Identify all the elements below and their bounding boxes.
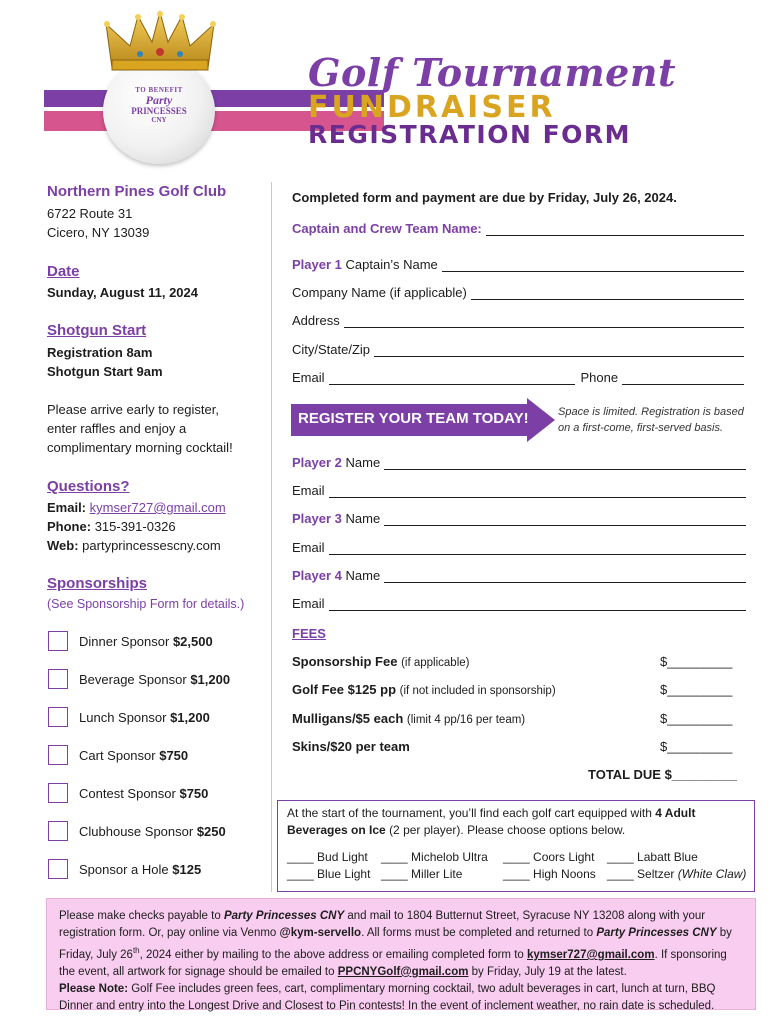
blank: ____ bbox=[381, 850, 408, 864]
dinner-sponsor-label bbox=[79, 634, 213, 649]
captain-name-field[interactable] bbox=[442, 259, 744, 272]
sponsor-price: $1,200 bbox=[190, 672, 231, 687]
shotgun-heading: Shotgun Start bbox=[47, 322, 147, 339]
player3-name-row bbox=[292, 511, 746, 526]
email-label: Email: bbox=[47, 500, 87, 515]
fee-label: Golf Fee $125 pp bbox=[292, 682, 397, 697]
bev-label: Michelob Ultra bbox=[411, 850, 488, 864]
player2-email-field[interactable] bbox=[329, 485, 746, 498]
bev-label: Labatt Blue bbox=[637, 850, 698, 864]
payment-text: , 2024 either by mailing to the above address or emailing completed form to bbox=[139, 948, 524, 961]
blank: ____ bbox=[287, 867, 314, 881]
beverage-sponsor-checkbox[interactable] bbox=[48, 669, 68, 689]
fee-row-sponsorship bbox=[292, 654, 470, 669]
player4-label: Player 4 bbox=[292, 568, 342, 583]
player3-email-field[interactable] bbox=[329, 542, 746, 555]
company-row bbox=[292, 285, 744, 300]
contact-phone: 315-391-0326 bbox=[94, 519, 176, 534]
contest-sponsor-checkbox[interactable] bbox=[48, 783, 68, 803]
venmo-handle: @kym-servello bbox=[279, 927, 362, 939]
dinner-sponsor-checkbox[interactable] bbox=[48, 631, 68, 651]
sponsorship-form-note: (See Sponsorship Form for details.) bbox=[47, 597, 245, 611]
player2-name-row bbox=[292, 455, 746, 470]
space-limited-note: Space is limited. Registration is based on a first-come, first-served basis. bbox=[558, 406, 744, 434]
artwork-email-link[interactable]: PPCNYGolf@gmail.com bbox=[337, 965, 469, 978]
arrival-note-line3: complimentary morning cocktail! bbox=[47, 440, 233, 455]
player4-name-row bbox=[292, 568, 746, 583]
payment-text: Please make checks payable to bbox=[59, 910, 221, 922]
player2-name-label: Name bbox=[345, 455, 381, 470]
arrival-note-line2: enter raffles and enjoy a bbox=[47, 421, 187, 436]
cart-sponsor-checkbox[interactable] bbox=[48, 745, 68, 765]
contact-website[interactable]: partyprincessescny.com bbox=[82, 538, 221, 553]
venue-address1: 6722 Route 31 bbox=[47, 206, 133, 221]
beverage-intro bbox=[287, 805, 747, 839]
bev-blue-light[interactable] bbox=[287, 867, 370, 881]
to-benefit-text: TO BENEFIT bbox=[135, 86, 183, 94]
fee-label: Mulligans/$5 each bbox=[292, 711, 404, 726]
title-golf-tournament: Golf Tournament bbox=[308, 50, 677, 95]
player4-email-field[interactable] bbox=[329, 598, 746, 611]
city-label: City/State/Zip bbox=[292, 342, 371, 357]
mulligans-amount[interactable]: $_________ bbox=[660, 711, 733, 726]
player4-name-label: Name bbox=[345, 568, 381, 583]
team-name-field[interactable] bbox=[486, 223, 744, 236]
payment-text: and mail to 1804 Butternut Street, Syracuse NY 13208 along with your registration form. Or, pay online via Venmo bbox=[59, 910, 706, 939]
sponsor-name: Clubhouse Sponsor bbox=[79, 824, 194, 839]
player2-label: Player 2 bbox=[292, 455, 342, 470]
sponsor-price: $125 bbox=[172, 862, 202, 877]
player1-label: Player 1 bbox=[292, 257, 342, 272]
web-label: Web: bbox=[47, 538, 79, 553]
company-label: Company Name (if applicable) bbox=[292, 285, 467, 300]
address-row bbox=[292, 313, 744, 328]
sponsor-price: $750 bbox=[159, 748, 189, 763]
sponsor-name: Beverage Sponsor bbox=[79, 672, 187, 687]
email-phone-row bbox=[292, 370, 744, 385]
beverage-intro-text2: (2 per player). Please choose options below. bbox=[389, 823, 626, 837]
fees-heading: FEES bbox=[292, 626, 326, 641]
player2-name-field[interactable] bbox=[384, 457, 746, 470]
address-label: Address bbox=[292, 313, 340, 328]
company-field[interactable] bbox=[471, 287, 744, 300]
sponsor-name: Lunch Sponsor bbox=[79, 710, 167, 725]
fee-label: Sponsorship Fee bbox=[292, 654, 398, 669]
player2-email-label: Email bbox=[292, 483, 325, 498]
sponsor-name: Cart Sponsor bbox=[79, 748, 156, 763]
registration-time: Registration 8am bbox=[47, 345, 153, 360]
blank: ____ bbox=[607, 850, 634, 864]
skins-amount[interactable]: $_________ bbox=[660, 739, 733, 754]
payee-name: Party Princesses CNY bbox=[596, 927, 717, 939]
player1-phone-field[interactable] bbox=[622, 372, 744, 385]
bev-michelob-ultra[interactable] bbox=[381, 850, 488, 864]
sponsor-name: Dinner Sponsor bbox=[79, 634, 170, 649]
player3-name-label: Name bbox=[345, 511, 381, 526]
blank: ____ bbox=[503, 850, 530, 864]
sponsor-price: $1,200 bbox=[170, 710, 210, 725]
bev-coors-light[interactable] bbox=[503, 850, 594, 864]
team-name-row bbox=[292, 221, 744, 236]
player4-email-row bbox=[292, 596, 746, 611]
bev-label: Miller Lite bbox=[411, 867, 463, 881]
party-text: Party bbox=[145, 93, 173, 107]
venue-name: Northern Pines Golf Club bbox=[47, 183, 227, 200]
payment-text: by Friday, July 26 bbox=[59, 927, 732, 961]
hole-sponsor-label bbox=[79, 862, 201, 877]
questions-web-row bbox=[47, 536, 221, 555]
player1-email-field[interactable] bbox=[329, 372, 575, 385]
date-heading: Date bbox=[47, 263, 80, 280]
sponsor-price: $250 bbox=[196, 824, 226, 839]
lunch-sponsor-label bbox=[79, 710, 210, 725]
address-field[interactable] bbox=[344, 315, 744, 328]
blank: ____ bbox=[287, 850, 314, 864]
fee-note: (if applicable) bbox=[401, 657, 470, 669]
questions-email-row bbox=[47, 498, 226, 517]
note-text: Golf Fee includes green fees, cart, complimentary morning cocktail, two adult beverages in cart, lunch at turn, BBQ Dinner and entry into the Longest Drive and Closest to Pin contests! In the event of inclement weather, no rain date is scheduled. bbox=[59, 982, 716, 1012]
bev-label: Seltzer bbox=[637, 867, 675, 881]
blank: ____ bbox=[381, 867, 408, 881]
bev-label: Blue Light bbox=[317, 867, 371, 881]
payment-text: by Friday, July 19 at the latest. bbox=[471, 965, 627, 978]
cny-text: CNY bbox=[151, 116, 167, 124]
bev-labatt-blue[interactable] bbox=[607, 850, 698, 864]
player1-phone-label: Phone bbox=[580, 370, 619, 385]
player2-email-row bbox=[292, 483, 746, 498]
shotgun-time: Shotgun Start 9am bbox=[47, 364, 163, 379]
player3-name-field[interactable] bbox=[384, 513, 746, 526]
payment-instructions-box bbox=[46, 898, 756, 1010]
city-row bbox=[292, 342, 744, 357]
sponsor-price: $2,500 bbox=[172, 634, 213, 649]
venue-address2: Cicero, NY 13039 bbox=[47, 225, 150, 240]
princesses-text: PRINCESSES bbox=[131, 106, 187, 116]
player4-email-label: Email bbox=[292, 596, 325, 611]
bev-bud-light[interactable] bbox=[287, 850, 368, 864]
beverage-intro-text: At the start of the tournament, you’ll find each golf cart equipped with bbox=[287, 806, 652, 820]
captain-name-row bbox=[292, 257, 744, 272]
total-label: TOTAL DUE bbox=[588, 767, 661, 782]
fee-row-mulligans bbox=[292, 711, 525, 726]
fee-row-skins bbox=[292, 739, 410, 754]
beverage-sponsor-label bbox=[79, 672, 230, 687]
player4-name-field[interactable] bbox=[384, 570, 746, 583]
clubhouse-sponsor-label bbox=[79, 824, 226, 839]
bev-miller-lite[interactable] bbox=[381, 867, 462, 881]
questions-phone-row bbox=[47, 517, 176, 536]
sponsorships-heading: Sponsorships bbox=[47, 575, 148, 592]
phone-label: Phone: bbox=[47, 519, 92, 534]
bev-seltzer[interactable] bbox=[607, 867, 746, 881]
player1-email-label: Email bbox=[292, 370, 325, 385]
sponsor-name: Sponsor a Hole bbox=[79, 862, 169, 877]
captain-name-label: Captain’s Name bbox=[345, 257, 438, 272]
questions-heading: Questions? bbox=[47, 478, 130, 495]
cart-sponsor-label bbox=[79, 748, 188, 763]
bev-label: Coors Light bbox=[533, 850, 595, 864]
beverage-intro-bold: 4 Adult Beverages on Ice bbox=[287, 806, 696, 837]
fee-note: (if not included in sponsorship) bbox=[399, 685, 556, 697]
blank: ____ bbox=[607, 867, 634, 881]
team-name-label: Captain and Crew Team Name: bbox=[292, 221, 482, 236]
player3-label: Player 3 bbox=[292, 511, 342, 526]
due-note: Completed form and payment are due by Friday, July 26, 2024. bbox=[292, 190, 677, 205]
crown-icon bbox=[104, 10, 216, 74]
total-amount[interactable]: $_________ bbox=[664, 767, 737, 782]
seltzer-note: (White Claw) bbox=[677, 867, 747, 881]
payee-name: Party Princesses CNY bbox=[223, 910, 345, 922]
column-divider bbox=[271, 182, 272, 892]
total-due-row bbox=[588, 767, 737, 782]
bev-label: Bud Light bbox=[317, 850, 368, 864]
sponsor-price: $750 bbox=[179, 786, 209, 801]
sponsor-name: Contest Sponsor bbox=[79, 786, 176, 801]
fee-label: Skins/$20 per team bbox=[292, 739, 410, 754]
note-label: Please Note: bbox=[59, 982, 129, 995]
hole-sponsor-checkbox[interactable] bbox=[48, 859, 68, 879]
sponsorship-fee-amount[interactable]: $_________ bbox=[660, 654, 733, 669]
city-field[interactable] bbox=[374, 344, 744, 357]
fee-row-golf bbox=[292, 682, 556, 697]
player3-email-label: Email bbox=[292, 540, 325, 555]
clubhouse-sponsor-checkbox[interactable] bbox=[48, 821, 68, 841]
payment-text: . If sponsoring the event, all artwork for signage should be emailed to bbox=[59, 948, 727, 978]
payment-text: . All forms must be completed and returned to bbox=[361, 927, 594, 939]
title-registration-form: REGISTRATION FORM bbox=[308, 120, 632, 149]
player3-email-row bbox=[292, 540, 746, 555]
superscript: th bbox=[132, 946, 140, 955]
register-banner-text: REGISTER YOUR TEAM TODAY! bbox=[298, 410, 529, 427]
title-fundraiser: FUNDRAISER bbox=[308, 90, 556, 125]
contest-sponsor-label bbox=[79, 786, 208, 801]
payment-email-link[interactable]: kymser727@gmail.com bbox=[527, 948, 655, 961]
arrival-note-line1: Please arrive early to register, bbox=[47, 402, 219, 417]
bev-high-noons[interactable] bbox=[503, 867, 596, 881]
lunch-sponsor-checkbox[interactable] bbox=[48, 707, 68, 727]
contact-email-link[interactable]: kymser727@gmail.com bbox=[89, 500, 226, 515]
blank: ____ bbox=[503, 867, 530, 881]
fee-note: (limit 4 pp/16 per team) bbox=[406, 714, 526, 726]
date-value: Sunday, August 11, 2024 bbox=[47, 285, 198, 300]
bev-label: High Noons bbox=[533, 867, 596, 881]
golf-fee-amount[interactable]: $_________ bbox=[660, 682, 733, 697]
ball-logo-text bbox=[103, 86, 215, 124]
